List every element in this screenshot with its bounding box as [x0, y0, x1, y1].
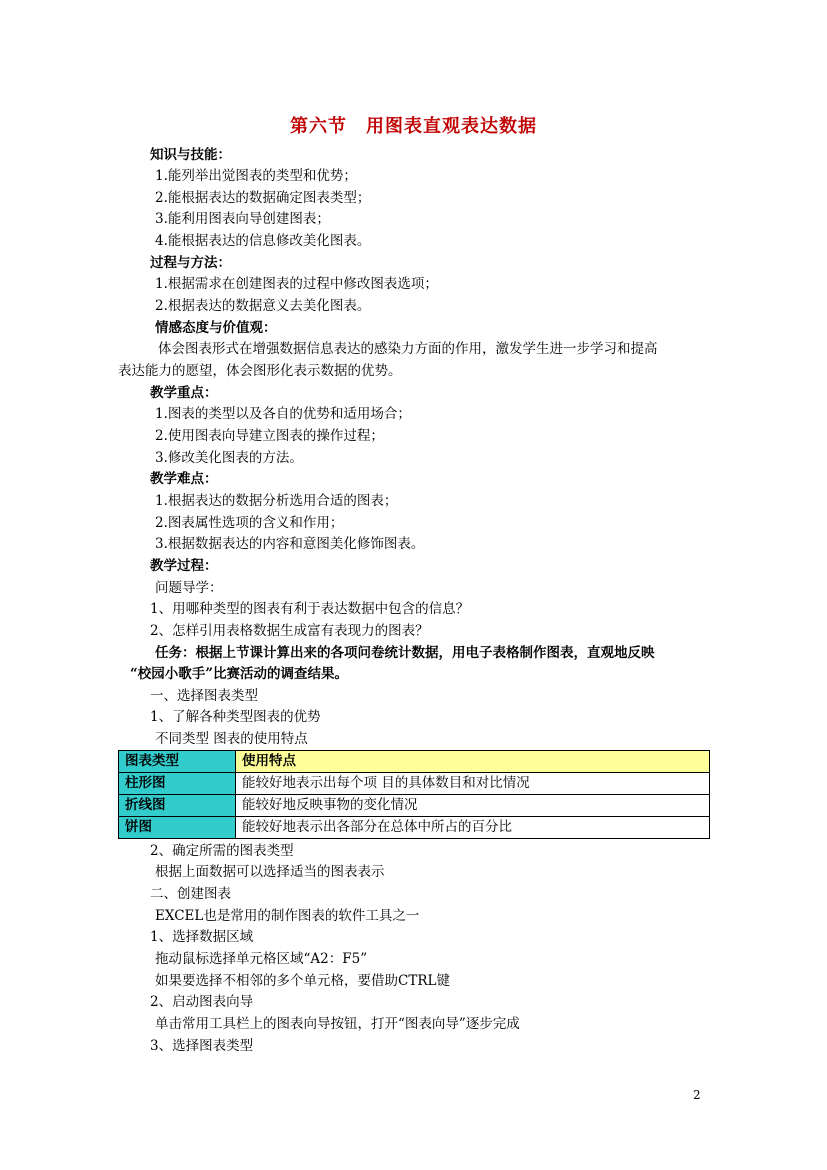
step-heading: 一、选择图表类型 [150, 688, 258, 704]
table-row [119, 795, 710, 817]
keypoints-item: 3.修改美化图表的方法。 [155, 450, 303, 466]
difficulties-heading: 教学难点： [150, 471, 218, 487]
step-text: 单击常用工具栏上的图表向导按钮，打开“图表向导”逐步完成 [155, 1016, 520, 1032]
table-row [119, 817, 710, 839]
chart-usage-table [118, 750, 710, 839]
keypoints-item: 1.图表的类型以及各自的优势和适用场合； [155, 406, 411, 422]
knowledge-item: 1.能列举出觉图表的类型和优势； [155, 168, 357, 184]
step-item: 3、选择图表类型 [150, 1038, 254, 1054]
page-number: 2 [693, 1088, 701, 1102]
table-cell-type: 折线图 [119, 795, 236, 817]
step-text: 拖动鼠标选择单元格区域“A2：F5” [155, 951, 368, 967]
attitude-text: 体会图表形式在增强数据信息表达的感染力方面的作用，激发学生进一步学习和提高 [158, 341, 658, 357]
table-cell-feature: 能较好地表示出每个项 目的具体数目和对比情况 [236, 773, 710, 795]
question-item: 2、怎样引用表格数据生成富有表现力的图表？ [150, 623, 429, 639]
table-header-cell: 图表类型 [119, 751, 236, 773]
knowledge-item: 3.能利用图表向导创建图表； [155, 211, 330, 227]
table-cell-type: 饼图 [119, 817, 236, 839]
page-title: 第六节 用图表直观表达数据 [290, 116, 537, 137]
step-text: 根据上面数据可以选择适当的图表表示 [155, 864, 385, 880]
step-item: 1、选择数据区域 [150, 929, 254, 945]
table-cell-feature: 能较好地反映事物的变化情况 [236, 795, 710, 817]
step-item: 2、启动图表向导 [150, 994, 254, 1010]
step-text: 如果要选择不相邻的多个单元格，要借助CTRL键 [155, 973, 450, 989]
difficulties-item: 3.根据数据表达的内容和意图美化修饰图表。 [155, 536, 425, 552]
process-item: 2.根据表达的数据意义去美化图表。 [155, 298, 371, 314]
step-item: 2、确定所需的图表类型 [150, 843, 294, 859]
keypoints-item: 2.使用图表向导建立图表的操作过程； [155, 428, 384, 444]
table-caption: 不同类型 图表的使用特点 [155, 731, 308, 747]
table-row [119, 773, 710, 795]
table-header-cell: 使用特点 [236, 751, 710, 773]
task-text: “校园小歌手”比赛活动的调查结果。 [130, 666, 349, 682]
difficulties-item: 2.图表属性选项的含义和作用； [155, 515, 344, 531]
table-header-row [119, 751, 710, 773]
difficulties-item: 1.根据表达的数据分析选用合适的图表； [155, 493, 398, 509]
step-heading: 二、创建图表 [150, 886, 231, 902]
knowledge-item: 2.能根据表达的数据确定图表类型； [155, 190, 371, 206]
attitude-text: 表达能力的愿望，体会图形化表示数据的优势。 [118, 363, 402, 379]
task-text: 任务：根据上节课计算出来的各项问卷统计数据，用电子表格制作图表，直观地反映 [155, 645, 655, 661]
guide-label: 问题导学： [155, 580, 223, 596]
procedure-heading: 教学过程： [150, 558, 218, 574]
knowledge-heading: 知识与技能： [150, 147, 231, 163]
attitude-heading: 情感态度与价值观： [155, 320, 277, 336]
process-heading: 过程与方法： [150, 255, 231, 271]
step-item: 1、了解各种类型图表的优势 [150, 709, 321, 725]
knowledge-item: 4.能根据表达的信息修改美化图表。 [155, 233, 371, 249]
keypoints-heading: 教学重点： [150, 385, 218, 401]
step-text: EXCEL也是常用的制作图表的软件工具之一 [155, 908, 420, 924]
process-item: 1.根据需求在创建图表的过程中修改图表选项； [155, 276, 438, 292]
table-cell-feature: 能较好地表示出各部分在总体中所占的百分比 [236, 817, 710, 839]
table-cell-type: 柱形图 [119, 773, 236, 795]
question-item: 1、用哪种类型的图表有利于表达数据中包含的信息？ [150, 601, 470, 617]
